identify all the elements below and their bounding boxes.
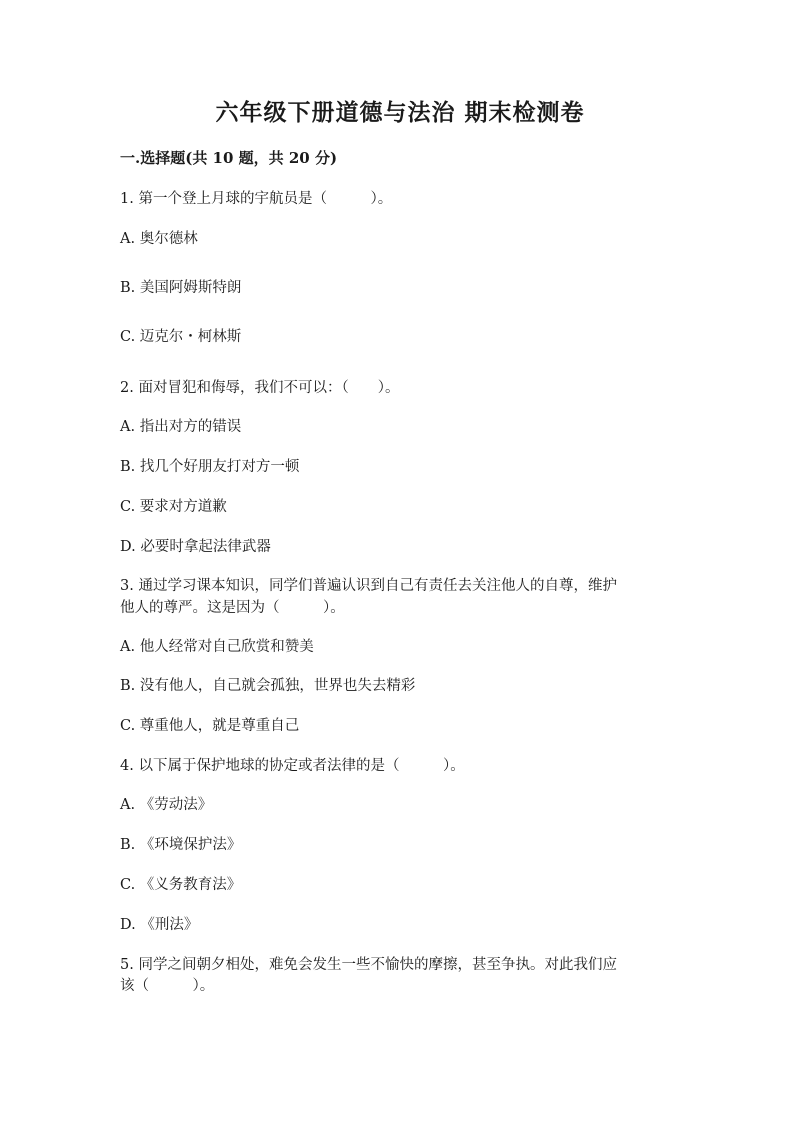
question-1-option-c: C. 迈克尔・柯林斯	[120, 329, 242, 345]
question-2-option-c: C. 要求对方道歉	[120, 499, 227, 515]
question-5-stem-line-2: 该（ ）。	[120, 978, 215, 994]
question-3-option-c: C. 尊重他人，就是尊重自己	[120, 718, 300, 734]
question-3-option-b: B. 没有他人，自己就会孤独，世界也失去精彩	[120, 678, 416, 694]
question-1-option-b: B. 美国阿姆斯特朗	[120, 280, 242, 296]
question-2-option-b: B. 找几个好朋友打对方一顿	[120, 459, 300, 475]
section-heading: 一.选择题(共 10 题，共 20 分)	[120, 149, 338, 167]
question-2-option-d: D. 必要时拿起法律武器	[120, 539, 271, 555]
page-title: 六年级下册道德与法治 期末检测卷	[215, 99, 585, 126]
question-4-option-a: A. 《劳动法》	[120, 797, 213, 813]
question-3-option-a: A. 他人经常对自己欣赏和赞美	[120, 639, 314, 655]
question-1-stem: 1. 第一个登上月球的宇航员是（ ）。	[120, 191, 393, 207]
question-2-option-a: A. 指出对方的错误	[120, 419, 242, 435]
question-4-option-c: C. 《义务教育法》	[120, 877, 242, 893]
question-3-stem-line-1: 3. 通过学习课本知识，同学们普遍认识到自己有责任去关注他人的自尊，维护	[120, 578, 617, 594]
question-3-stem-line-2: 他人的尊严。这是因为（ ）。	[120, 600, 345, 616]
question-2-stem: 2. 面对冒犯和侮辱，我们不可以：（ ）。	[120, 380, 400, 396]
question-4-option-b: B. 《环境保护法》	[120, 837, 242, 853]
question-4-stem: 4. 以下属于保护地球的协定或者法律的是（ ）。	[120, 758, 465, 774]
question-1-option-a: A. 奥尔德林	[120, 231, 198, 247]
question-4-option-d: D. 《刑法》	[120, 917, 199, 933]
question-5-stem-line-1: 5. 同学之间朝夕相处，难免会发生一些不愉快的摩擦，甚至争执。对此我们应	[120, 957, 617, 973]
